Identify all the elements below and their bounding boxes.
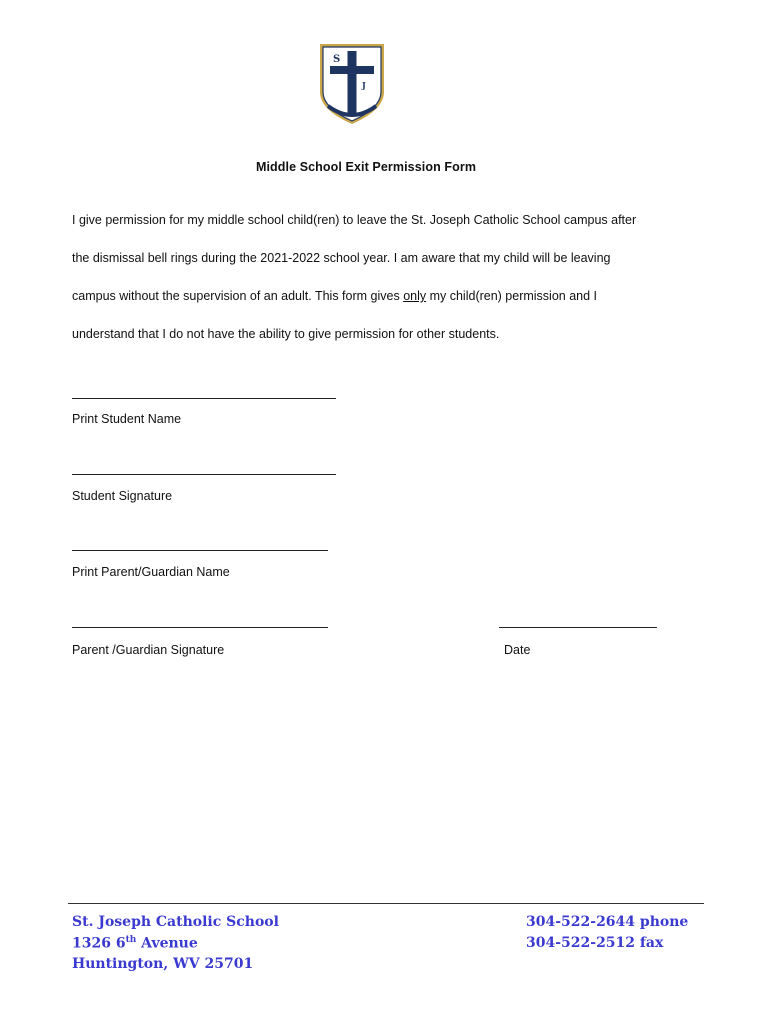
emphasis-only: only bbox=[403, 289, 427, 303]
parent-signature-label: Parent /Guardian Signature bbox=[72, 643, 225, 657]
date-line[interactable] bbox=[499, 627, 657, 628]
student-signature-label: Student Signature bbox=[72, 489, 173, 503]
paragraph-line-3-start: campus without the supervision of an adult. This form gives bbox=[72, 289, 404, 303]
student-name-line[interactable] bbox=[72, 398, 336, 399]
footer-city: Huntington, WV 25701 bbox=[72, 956, 254, 972]
footer-phone: 304-522-2644 phone bbox=[526, 914, 689, 930]
crest-letter-j: J bbox=[362, 80, 366, 90]
student-signature-line[interactable] bbox=[72, 474, 336, 475]
footer-street-name: Avenue bbox=[136, 935, 198, 952]
footer-divider bbox=[68, 903, 704, 904]
footer-street-number: 1326 6 bbox=[72, 935, 126, 952]
paragraph-line-3 bbox=[72, 289, 712, 303]
crest-letter-s: S bbox=[333, 54, 341, 65]
parent-name-label: Print Parent/Guardian Name bbox=[72, 565, 230, 579]
paragraph-line-2: the dismissal bell rings during the 2021-2022 school year. I am aware that my child will be leaving bbox=[72, 251, 611, 265]
date-label: Date bbox=[504, 643, 531, 657]
footer-street-address bbox=[72, 935, 198, 952]
paragraph-line-4: understand that I do not have the ability to give permission for other students. bbox=[72, 327, 500, 341]
footer-fax: 304-522-2512 fax bbox=[526, 935, 664, 951]
parent-name-line[interactable] bbox=[72, 550, 328, 551]
form-title: Middle School Exit Permission Form bbox=[255, 160, 477, 174]
paragraph-line-1: I give permission for my middle school child(ren) to leave the St. Joseph Catholic School campus after bbox=[72, 213, 637, 227]
footer-school-name: St. Joseph Catholic School bbox=[72, 914, 279, 930]
school-crest-logo bbox=[318, 42, 386, 126]
cross-horizontal bbox=[330, 66, 374, 74]
student-name-label: Print Student Name bbox=[72, 412, 182, 426]
footer-street-suffix: th bbox=[125, 935, 137, 945]
cross-vertical bbox=[348, 51, 357, 113]
parent-signature-line[interactable] bbox=[72, 627, 328, 628]
paragraph-line-3-end: my child(ren) permission and I bbox=[426, 289, 598, 303]
